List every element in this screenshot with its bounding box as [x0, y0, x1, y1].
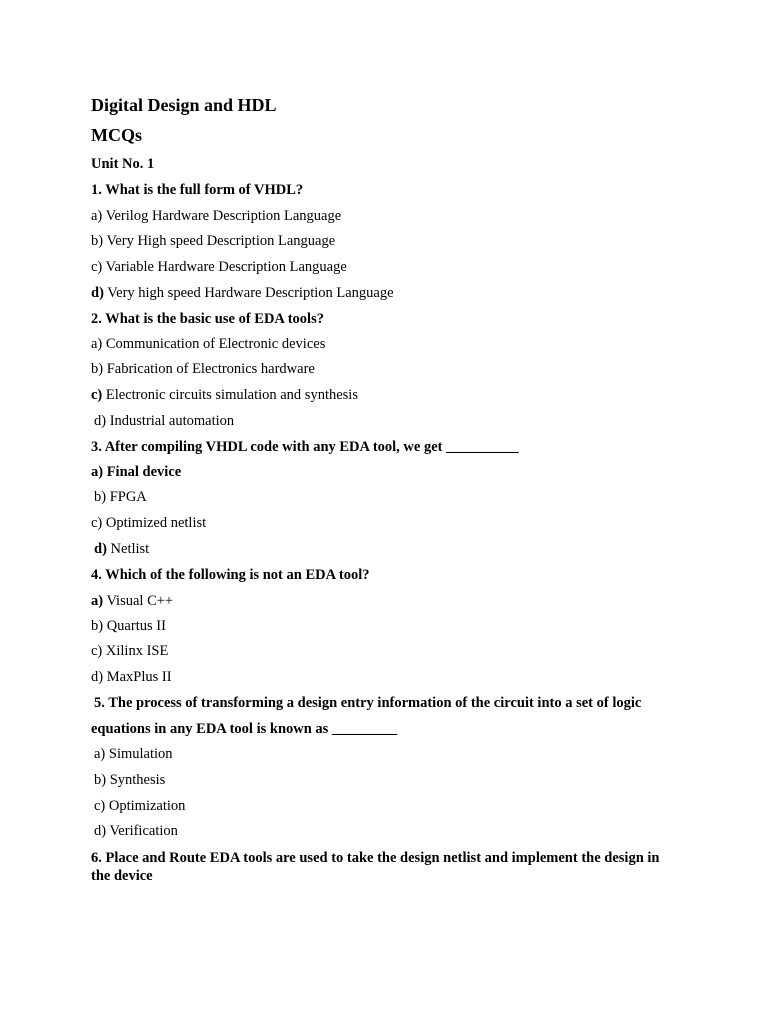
question-2: 2. What is the basic use of EDA tools?	[91, 311, 324, 327]
q3-option-b: b) FPGA	[94, 489, 147, 505]
q5-option-d: d) Verification	[94, 823, 178, 839]
q1-option-b: b) Very High speed Description Language	[91, 233, 336, 249]
q4-option-a	[91, 592, 173, 610]
q3-option-d-text: Netlist	[106, 541, 150, 557]
question-4: 4. Which of the following is not an EDA tool?	[91, 567, 370, 583]
q4-option-d: d) MaxPlus II	[91, 669, 172, 685]
q2-option-b: b) Fabrication of Electronics hardware	[91, 361, 315, 377]
q3-answer-letter: d)	[94, 541, 107, 557]
q5-option-b: b) Synthesis	[94, 772, 166, 788]
q1-option-c: c) Variable Hardware Description Language	[91, 259, 347, 275]
q4-option-a-text: Visual C++	[103, 593, 174, 609]
q4-answer-letter: a)	[91, 593, 104, 609]
question-5-line-1: 5. The process of transforming a design entry information of the circuit into a set of logic	[94, 695, 642, 711]
q3-option-d	[94, 540, 149, 558]
q3-option-a: a) Final device	[91, 464, 182, 480]
q4-option-c: c) Xilinx ISE	[91, 643, 169, 659]
question-1: 1. What is the full form of VHDL?	[91, 182, 304, 198]
q1-option-d	[91, 284, 394, 302]
q4-option-b: b) Quartus II	[91, 618, 166, 634]
q1-option-a: a) Verilog Hardware Description Language	[91, 208, 342, 224]
q2-option-c-text: Electronic circuits simulation and synthesis	[102, 387, 358, 403]
q3-option-c: c) Optimized netlist	[91, 515, 207, 531]
unit-heading: Unit No. 1	[91, 156, 155, 172]
q2-answer-letter: c)	[91, 387, 103, 403]
q2-option-c	[91, 386, 358, 404]
question-6: 6. Place and Route EDA tools are used to take the design netlist and implement the design in the device	[91, 850, 660, 884]
question-5-line-2: equations in any EDA tool is known as _________	[91, 721, 398, 737]
q5-option-c: c) Optimization	[94, 798, 186, 814]
question-3: 3. After compiling VHDL code with any EDA tool, we get __________	[91, 439, 519, 455]
q2-option-a: a) Communication of Electronic devices	[91, 336, 326, 352]
q1-answer-letter: d)	[91, 285, 104, 301]
document-title: Digital Design and HDL	[91, 95, 277, 115]
document-subtitle: MCQs	[91, 125, 142, 145]
q5-option-a: a) Simulation	[94, 746, 173, 762]
q2-option-d: d) Industrial automation	[94, 413, 235, 429]
q1-option-d-text: Very high speed Hardware Description Language	[103, 285, 394, 301]
